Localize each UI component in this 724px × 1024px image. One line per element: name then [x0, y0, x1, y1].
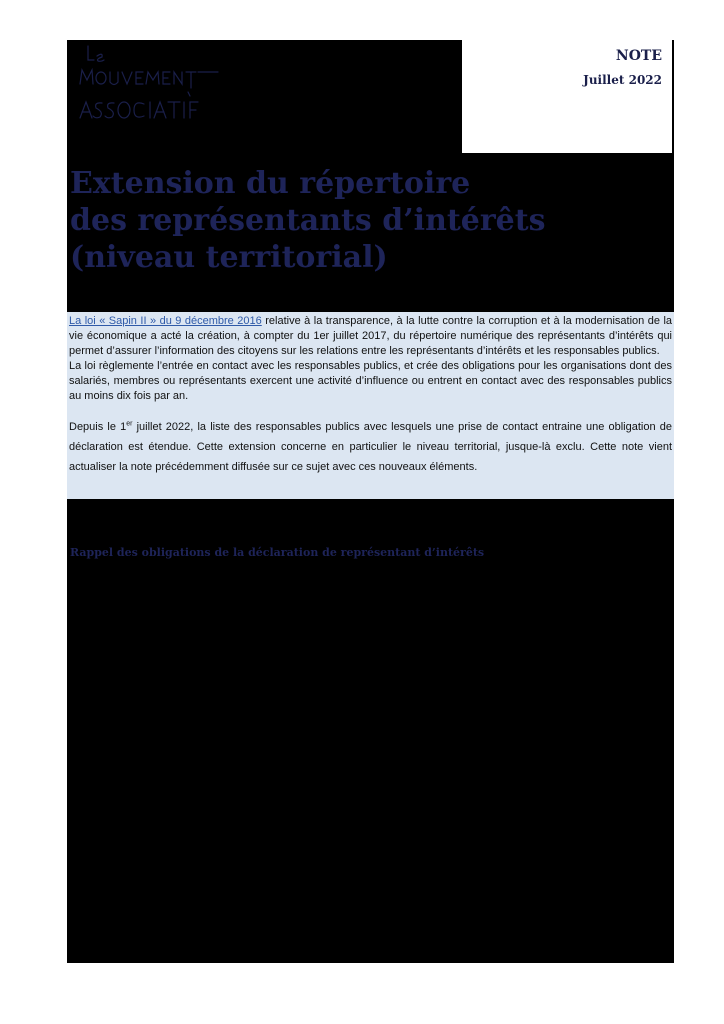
note-header-box [462, 40, 674, 153]
intro-paragraph-1-text: relative à la transparence, à la lutte contre la corruption et à la modernisation de la vie économique a acté la création, à compter du 1er juillet 2017, du répertoire numérique des représentants d’intérêts qui permet d’assurer l’information des citoyens sur les relations entre les représentants d’intérêts et les responsables publics. [69, 315, 673, 357]
document-title [70, 165, 650, 276]
logo [78, 42, 223, 122]
intro-paragraph-3-start: Depuis le 1 [69, 421, 127, 433]
ordinal-superscript: er [126, 420, 133, 428]
title-line-3: (niveau territorial) [70, 240, 388, 275]
note-date: Juillet 2022 [583, 73, 662, 87]
title-line-2: des représentants d’intérêts [70, 203, 546, 238]
sapin-law-link[interactable]: La loi « Sapin II » du 9 décembre 2016 [69, 315, 262, 327]
le-mouvement-associatif-logo [78, 42, 223, 122]
note-label: NOTE [615, 48, 662, 64]
intro-paragraph-3-text: juillet 2022, la liste des responsables publics avec lesquels une prise de contact entraine une obligation de déclaration est étendue. Cette extension concerne en particulier le niveau territorial, jusque-là exclu. Cette note vient actualiser la note précédemment diffusée sur ce sujet avec ces nouveaux éléments. [69, 421, 672, 473]
intro-paragraph-3 [69, 417, 672, 477]
intro-paragraph-2: La loi règlemente l’entrée en contact avec les responsables publics, et crée des obligations pour les organisations dont des salariés, membres ou représentants exercent une activité d’influence ou entrent en contact avec des responsables publics au moins dix fois par an. [69, 360, 672, 402]
section-heading: Rappel des obligations de la déclaration de représentant d’intérêts [70, 546, 485, 559]
title-line-1: Extension du répertoire [70, 166, 471, 201]
intro-paragraph-1 [69, 314, 672, 359]
intro-box [67, 312, 674, 499]
